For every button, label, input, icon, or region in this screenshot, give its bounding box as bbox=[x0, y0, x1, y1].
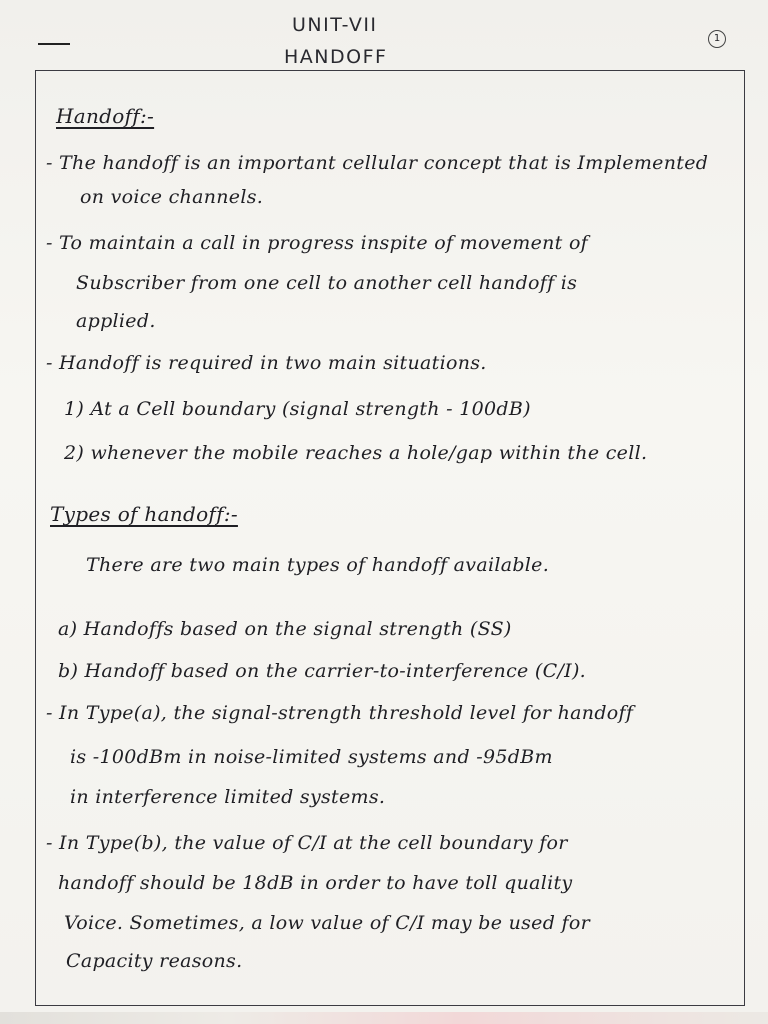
page-title: HANDOFF bbox=[284, 46, 388, 68]
text-line: There are two main types of handoff available. bbox=[86, 554, 550, 576]
text-line: handoff should be 18dB in order to have toll quality bbox=[58, 872, 573, 894]
text-line: - Handoff is required in two main situations. bbox=[46, 352, 487, 374]
section-heading-handoff: Handoff:- bbox=[56, 104, 155, 128]
list-item: b) Handoff based on the carrier-to-interference (C/I). bbox=[58, 660, 587, 682]
text-line: in interference limited systems. bbox=[70, 786, 386, 808]
text-line: Voice. Sometimes, a low value of C/I may be used for bbox=[64, 912, 590, 934]
text-line: - In Type(b), the value of C/I at the cell boundary for bbox=[46, 832, 568, 854]
text-line: - In Type(a), the signal-strength threshold level for handoff bbox=[46, 702, 634, 724]
page-border bbox=[35, 70, 745, 1006]
page-edge bbox=[0, 1012, 768, 1024]
list-item: 1) At a Cell boundary (signal strength - 100dB) bbox=[64, 398, 531, 420]
text-line: applied. bbox=[76, 310, 156, 332]
text-line: - The handoff is an important cellular concept that is Implemented bbox=[46, 152, 709, 174]
page-number: 1 bbox=[708, 30, 726, 48]
text-line: - To maintain a call in progress inspite of movement of bbox=[46, 232, 589, 254]
text-line: is -100dBm in noise-limited systems and -95dBm bbox=[70, 746, 553, 768]
text-line: on voice channels. bbox=[80, 186, 264, 208]
text-line: Capacity reasons. bbox=[66, 950, 243, 972]
text-line: Subscriber from one cell to another cell handoff is bbox=[76, 272, 578, 294]
margin-dash bbox=[38, 43, 70, 45]
section-heading-types: Types of handoff:- bbox=[50, 502, 238, 526]
unit-heading: UNIT-VII bbox=[292, 14, 378, 36]
list-item: 2) whenever the mobile reaches a hole/gap within the cell. bbox=[64, 442, 648, 464]
list-item: a) Handoffs based on the signal strength (SS) bbox=[58, 618, 512, 640]
